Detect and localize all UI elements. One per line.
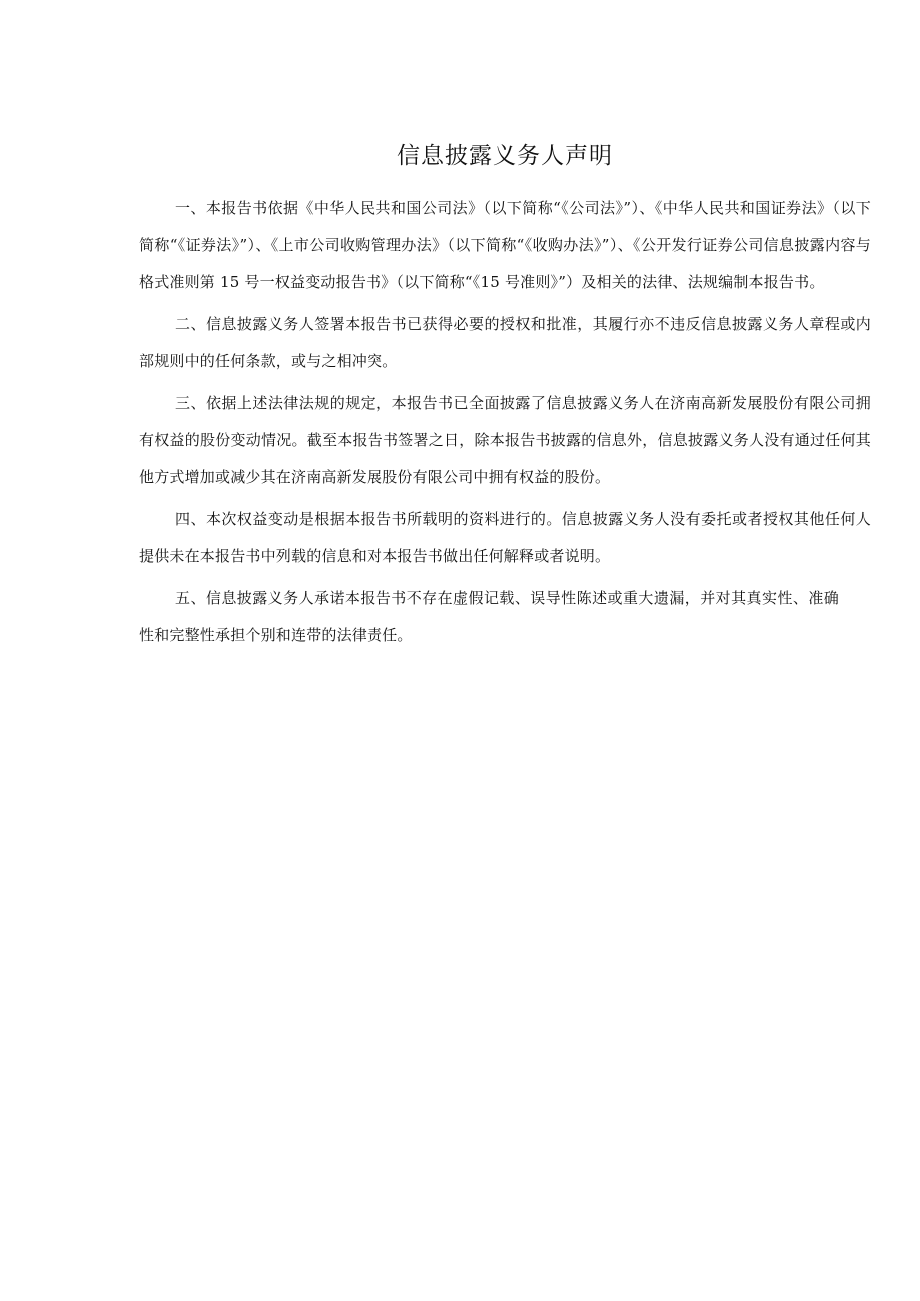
paragraph-4: 四、本次权益变动是根据本报告书所载明的资料进行的。信息披露义务人没有委托或者授权其他任何人提供未在本报告书中列载的信息和对本报告书做出任何解释或者说明。 <box>139 510 871 565</box>
page-title: 信息披露义务人声明 <box>397 143 613 169</box>
document-body <box>139 190 871 659</box>
paragraph-1: 一、本报告书依据《中华人民共和国公司法》（以下简称“《公司法》”）、《中华人民共和国证券法》（以下简称“《证券法》”）、《上市公司收购管理办法》（以下简称“《收购办法》”）、《公开发行证券公司信息披露内容与格式准则第 15 号一权益变动报告书》（以下简称“《15 号准则》”）及相关的法律、法规编制本报告书。 <box>139 199 871 291</box>
paragraph-3: 三、依据上述法律法规的规定，本报告书已全面披露了信息披露义务人在济南高新发展股份有限公司拥有权益的股份变动情况。截至本报告书签署之日，除本报告书披露的信息外，信息披露义务人没有通过任何其他方式增加或减少其在济南高新发展股份有限公司中拥有权益的股份。 <box>139 394 871 486</box>
paragraph-5: 五、信息披露义务人承诺本报告书不存在虚假记载、误导性陈述或重大遗漏，并对其真实性、准确性和完整性承担个别和连带的法律责任。 <box>139 589 839 644</box>
paragraph-2: 二、信息披露义务人签署本报告书已获得必要的授权和批准，其履行亦不违反信息披露义务人章程或内部规则中的任何条款，或与之相冲突。 <box>139 315 871 370</box>
